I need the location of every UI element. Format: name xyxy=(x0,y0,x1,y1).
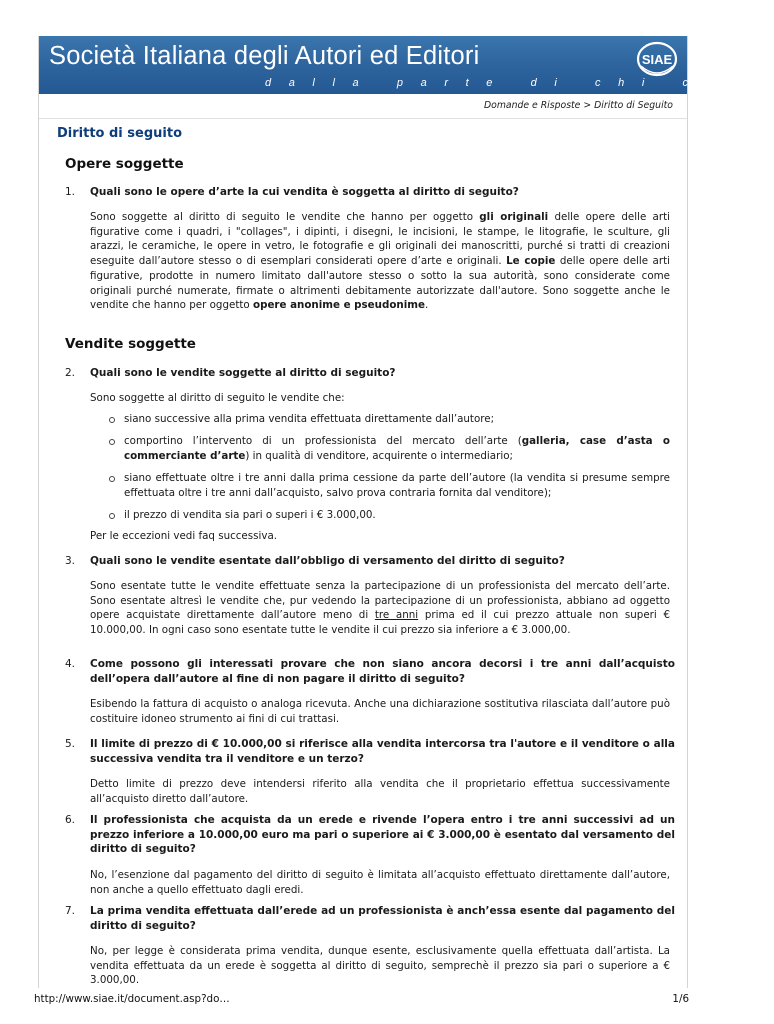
section-title-vendite: Vendite soggette xyxy=(65,336,196,352)
banner-tagline: dalla parte di chi crea xyxy=(265,77,774,89)
question-number: 5. xyxy=(65,738,76,750)
question-number: 4. xyxy=(65,658,76,670)
page-title: Diritto di seguito xyxy=(57,126,183,141)
answer-4: Esibendo la fattura di acquisto o analoga ricevuta. Anche una dichiarazione sostitutiva rilasciata dall’autore può costituire idoneo strumento ai fini di cui trattasi. xyxy=(90,698,670,725)
answer-7: No, per legge è considerata prima vendita, dunque esente, esclusivamente quella effettuata dall’artista. La vendita effettuata da un erede è soggetta al diritto di seguito, semprechè il prezzo sia pari o superiore a € 3.000,00. xyxy=(90,945,670,987)
list-item: comportino l’intervento di un professionista del mercato dell’arte (galleria, case d’asta o commerciante d’arte) in qualità di venditore, acquirente o intermediario; xyxy=(90,434,670,463)
answer-2-outro: Per le eccezioni vedi faq successiva. xyxy=(90,530,278,542)
question-number: 6. xyxy=(65,814,76,826)
list-item: il prezzo di vendita sia pari o superi i € 3.000,00. xyxy=(90,508,670,523)
question-text: Quali sono le vendite esentate dall’obbligo di versamento del diritto di seguito? xyxy=(90,555,565,567)
breadcrumb-link-domande[interactable]: Domande e Risposte xyxy=(483,100,581,111)
siae-logo xyxy=(635,40,679,80)
footer-page-number: 1/6 xyxy=(672,993,689,1005)
question-7 xyxy=(65,904,675,933)
section-title-opere: Opere soggette xyxy=(65,156,184,172)
answer-5: Detto limite di prezzo deve intendersi riferito alla vendita che il proprietario effettua successivamente all’acquisto diretto dall’autore. xyxy=(90,778,670,805)
answer-3: Sono esentate tutte le vendite effettuate senza la partecipazione di un professionista del mercato dell’arte. Sono esentate altresì le vendite che, pur vedendo la partecipazione di un professionista, abbiano ad oggetto opere acquistate direttamente dall’autore meno di tre anni prima ed il cui prezzo attuale non superi € 10.000,00. In ogni caso sono esentate tutte le vendite il cui prezzo sia inferiore a € 3.000,00. xyxy=(90,580,670,637)
breadcrumb xyxy=(484,100,673,111)
header-divider xyxy=(39,118,687,119)
question-6 xyxy=(65,813,675,857)
footer-url: http://www.siae.it/document.asp?do… xyxy=(34,993,230,1005)
answer-2-intro: Sono soggette al diritto di seguito le vendite che: xyxy=(90,392,345,404)
siae-header-banner xyxy=(39,36,774,94)
question-3 xyxy=(65,554,675,569)
question-number: 7. xyxy=(65,905,76,917)
question-text: Come possono gli interessati provare che non siano ancora decorsi i tre anni dall’acquisto dell’opera dall’autore al fine di non pagare il diritto di seguito? xyxy=(90,658,675,685)
question-text: Il professionista che acquista da un erede e rivende l’opera entro i tre anni successivi ad un prezzo inferiore a 10.000,00 euro ma pari o superiore ai € 3.000,00 è esentato dal versamento del diritto di seguito? xyxy=(90,814,675,855)
question-text: La prima vendita effettuata dall’erede ad un professionista è anch’essa esente dal pagamento del diritto di seguito? xyxy=(90,905,675,932)
question-number: 1. xyxy=(65,186,76,198)
question-1 xyxy=(65,185,675,200)
answer-6: No, l’esenzione dal pagamento del diritto di seguito è limitata all’acquisto effettuato direttamente dall’autore, non anche a quello effettuato dagli eredi. xyxy=(90,869,670,896)
breadcrumb-separator: > xyxy=(583,100,592,111)
question-number: 2. xyxy=(65,367,76,379)
svg-text:SIAE: SIAE xyxy=(641,52,673,67)
question-text: Quali sono le opere d’arte la cui vendita è soggetta al diritto di seguito? xyxy=(90,186,519,198)
question-text: Quali sono le vendite soggette al diritto di seguito? xyxy=(90,367,396,379)
list-item: siano effettuate oltre i tre anni dalla prima cessione da parte dell’autore (la vendita si presume sempre effettuata oltre i tre anni dall’acquisto, salvo prova contraria fornita dal venditore); xyxy=(90,471,670,500)
question-2 xyxy=(65,366,675,381)
list-item: siano successive alla prima vendita effettuata direttamente dall’autore; xyxy=(90,412,670,427)
question-4 xyxy=(65,657,675,686)
breadcrumb-current: Diritto di Seguito xyxy=(594,100,673,111)
document-page xyxy=(38,36,774,988)
answer-1: Sono soggette al diritto di seguito le vendite che hanno per oggetto gli originali delle opere delle arti figurative come i quadri, i "collages", i dipinti, i disegni, le incisioni, le stampe, le litografie, le sculture, gli arazzi, le ceramiche, le opere in vetro, le fotografie e gli originali dei manoscritti, purché si tratti di creazioni eseguite dall’autore stesso o di esemplari considerati opere d’arte e originali. Le copie delle opere delle arti figurative, prodotte in numero limitato dall'autore stesso o sotto la sua autorità, sono considerate come originali purché numerate, firmate o altrimenti debitamente autorizzate dall'autore. Sono soggette anche le vendite che hanno per oggetto opere anonime e pseudonime. xyxy=(90,211,670,312)
question-text: Il limite di prezzo di € 10.000,00 si riferisce alla vendita intercorsa tra l'autore e il venditore o alla successiva vendita tra il venditore e un terzo? xyxy=(90,738,675,765)
banner-title: Società Italiana degli Autori ed Editori xyxy=(49,42,480,70)
question-number: 3. xyxy=(65,555,76,567)
question-5 xyxy=(65,737,675,766)
